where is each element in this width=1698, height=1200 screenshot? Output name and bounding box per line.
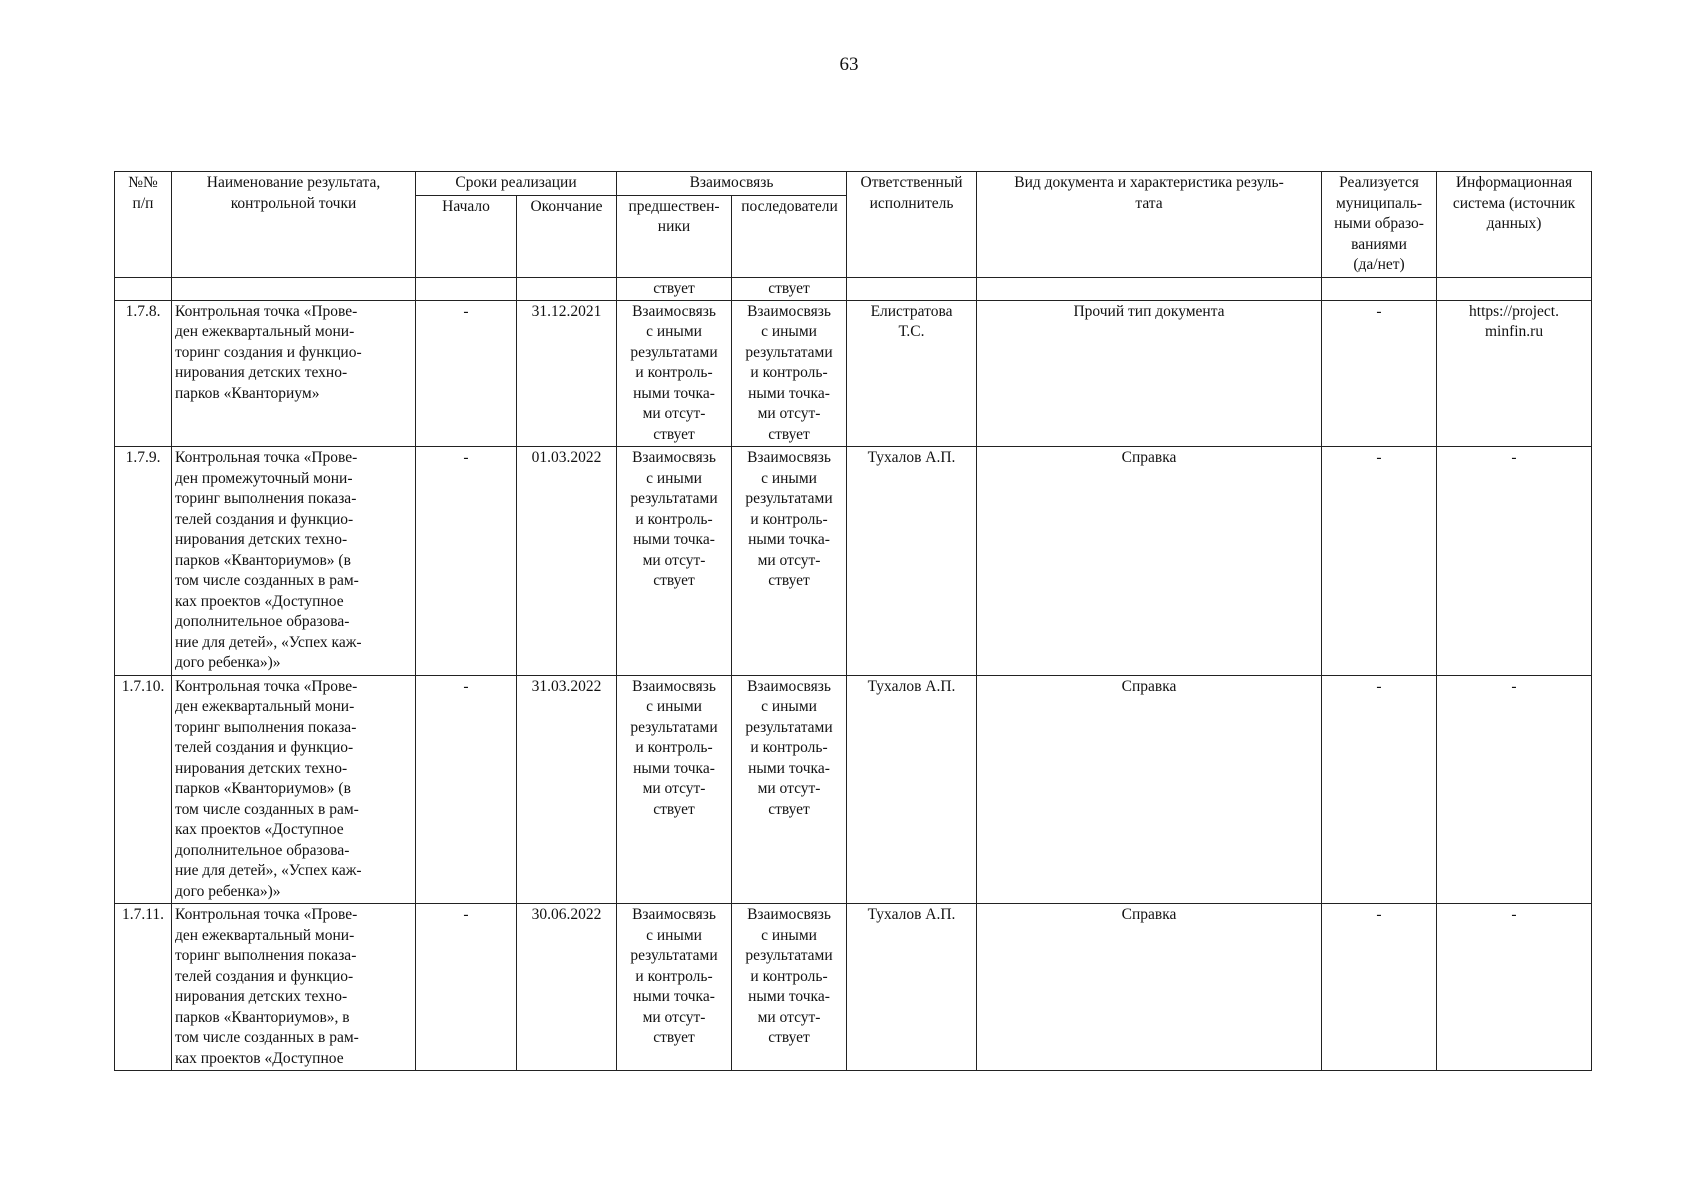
row-doc-type: Справка: [977, 904, 1322, 1071]
header-successors: последователи: [732, 195, 847, 277]
row-predecessors: Взаимосвязь с иными результатами и контроль- ными точка- ми отсут- ствует: [617, 447, 732, 676]
row-name: Контрольная точка «Прове- ден ежеквартальный мони- торинг выполнения показа- телей создания и функцио- нирования детских техно- парков «Кванториумов» (в том числе созданных в рам- ках проектов «Доступное дополнительное образова- ние для детей», «Успех каж- дого ребенка»)»: [172, 675, 416, 904]
header-end: Окончание: [517, 195, 617, 277]
header-terms: Сроки реализации: [416, 172, 617, 196]
table-row: [115, 300, 1592, 447]
row-name: Контрольная точка «Прове- ден ежеквартальный мони- торинг выполнения показа- телей создания и функцио- нирования детских техно- парков «Кванториумов», в том числе созданных в рам- ках проектов «Доступное: [172, 904, 416, 1071]
row-municipal: -: [1322, 675, 1437, 904]
row-end: 31.03.2022: [517, 675, 617, 904]
header-municipal: Реализуется муниципаль- ными образо- ваниями (да/нет): [1322, 172, 1437, 278]
row-doc-type: Справка: [977, 447, 1322, 676]
row-doc-type: Прочий тип документа: [977, 300, 1322, 447]
row-successors: Взаимосвязь с иными результатами и контроль- ными точка- ми отсут- ствует: [732, 904, 847, 1071]
continuation-row: [115, 277, 1592, 300]
row-info-system: -: [1437, 675, 1592, 904]
table-row: [115, 447, 1592, 676]
header-name: Наименование результата, контрольной точки: [172, 172, 416, 278]
page-number: 63: [839, 54, 859, 75]
row-end: 01.03.2022: [517, 447, 617, 676]
continuation-num: [115, 277, 172, 300]
continuation-name: [172, 277, 416, 300]
continuation-start: [416, 277, 517, 300]
row-predecessors: Взаимосвязь с иными результатами и контроль- ными точка- ми отсут- ствует: [617, 675, 732, 904]
row-info-system: https://project. minfin.ru: [1437, 300, 1592, 447]
row-start: -: [416, 300, 517, 447]
table-row: [115, 675, 1592, 904]
row-name: Контрольная точка «Прове- ден ежеквартальный мони- торинг создания и функцио- нирования детских техно- парков «Кванториум»: [172, 300, 416, 447]
row-municipal: -: [1322, 904, 1437, 1071]
row-successors: Взаимосвязь с иными результатами и контроль- ными точка- ми отсут- ствует: [732, 675, 847, 904]
continuation-predecessors: ствует: [617, 277, 732, 300]
row-responsible: Тухалов А.П.: [847, 447, 977, 676]
row-doc-type: Справка: [977, 675, 1322, 904]
row-info-system: -: [1437, 904, 1592, 1071]
continuation-successors: ствует: [732, 277, 847, 300]
row-num: 1.7.9.: [115, 447, 172, 676]
header-row-top: [115, 172, 1592, 196]
continuation-doc-type: [977, 277, 1322, 300]
row-responsible: Тухалов А.П.: [847, 904, 977, 1071]
continuation-end: [517, 277, 617, 300]
row-info-system: -: [1437, 447, 1592, 676]
row-municipal: -: [1322, 300, 1437, 447]
row-num: 1.7.11.: [115, 904, 172, 1071]
row-start: -: [416, 904, 517, 1071]
row-end: 31.12.2021: [517, 300, 617, 447]
header-info-system: Информационная система (источник данных): [1437, 172, 1592, 278]
row-responsible: Елистратова Т.С.: [847, 300, 977, 447]
header-relation: Взаимосвязь: [617, 172, 847, 196]
header-start: Начало: [416, 195, 517, 277]
table-row: [115, 904, 1592, 1071]
continuation-info-system: [1437, 277, 1592, 300]
header-responsible: Ответственный исполнитель: [847, 172, 977, 278]
header-doc-type: Вид документа и характеристика резуль- тата: [977, 172, 1322, 278]
row-successors: Взаимосвязь с иными результатами и контроль- ными точка- ми отсут- ствует: [732, 447, 847, 676]
row-num: 1.7.10.: [115, 675, 172, 904]
control-points-table: [114, 171, 1592, 1071]
row-responsible: Тухалов А.П.: [847, 675, 977, 904]
header-predecessors: предшествен- ники: [617, 195, 732, 277]
row-successors: Взаимосвязь с иными результатами и контроль- ными точка- ми отсут- ствует: [732, 300, 847, 447]
continuation-municipal: [1322, 277, 1437, 300]
row-end: 30.06.2022: [517, 904, 617, 1071]
row-name: Контрольная точка «Прове- ден промежуточный мони- торинг выполнения показа- телей создания и функцио- нирования детских техно- парков «Кванториумов» (в том числе созданных в рам- ках проектов «Доступное дополнительное образова- ние для детей», «Успех каж- дого ребенка»)»: [172, 447, 416, 676]
header-num: №№ п/п: [115, 172, 172, 278]
row-municipal: -: [1322, 447, 1437, 676]
row-num: 1.7.8.: [115, 300, 172, 447]
row-predecessors: Взаимосвязь с иными результатами и контроль- ными точка- ми отсут- ствует: [617, 904, 732, 1071]
continuation-responsible: [847, 277, 977, 300]
row-start: -: [416, 447, 517, 676]
row-start: -: [416, 675, 517, 904]
row-predecessors: Взаимосвязь с иными результатами и контроль- ными точка- ми отсут- ствует: [617, 300, 732, 447]
